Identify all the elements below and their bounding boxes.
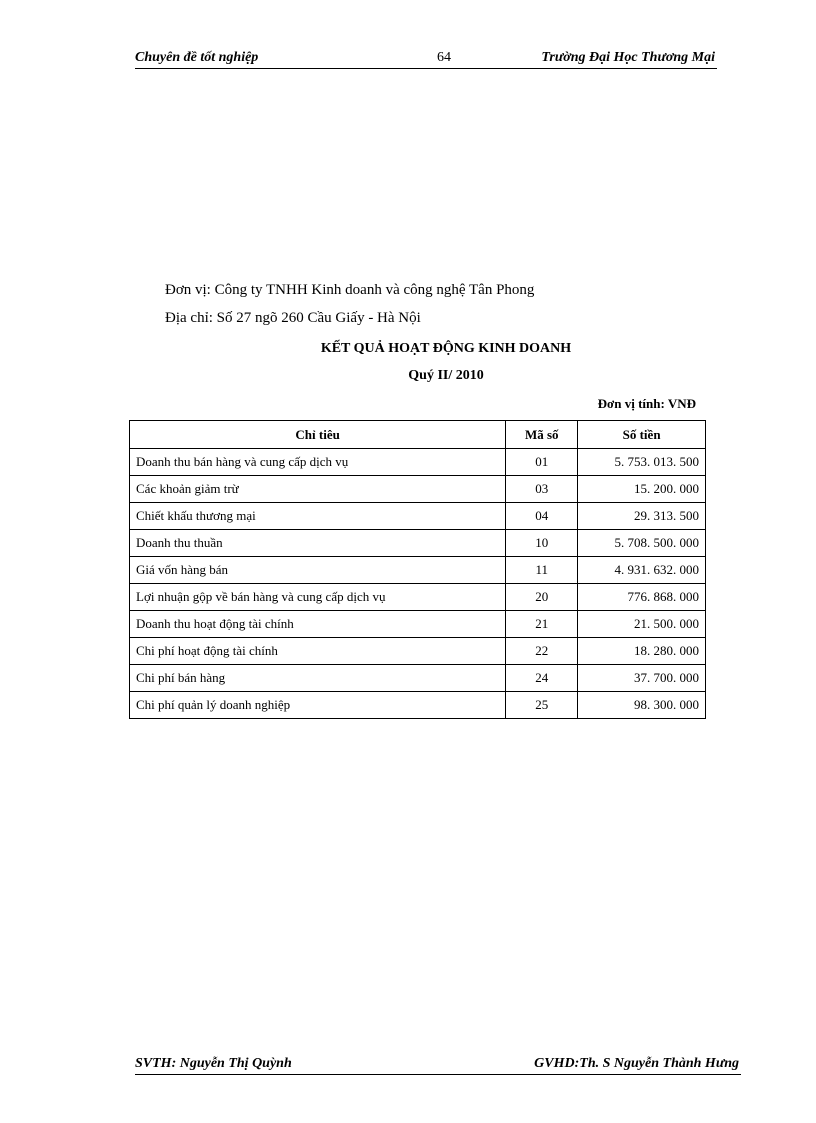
row-code: 24 <box>506 665 578 692</box>
table-row <box>130 584 706 611</box>
report-period: Quý II/ 2010 <box>408 368 484 383</box>
table-row <box>130 665 706 692</box>
table-row <box>130 557 706 584</box>
row-code: 22 <box>506 638 578 665</box>
row-amount: 29. 313. 500 <box>578 503 706 530</box>
table-row <box>130 530 706 557</box>
report-title: KẾT QUẢ HOẠT ĐỘNG KINH DOANH <box>320 341 572 356</box>
column-header-indicator: Chỉ tiêu <box>130 421 506 449</box>
row-code: 25 <box>506 692 578 719</box>
row-amount: 21. 500. 000 <box>578 611 706 638</box>
row-code: 11 <box>506 557 578 584</box>
row-code: 20 <box>506 584 578 611</box>
row-amount: 98. 300. 000 <box>578 692 706 719</box>
row-indicator: Doanh thu hoạt động tài chính <box>130 611 506 638</box>
table-header-row <box>130 421 706 449</box>
footer-supervisor: GVHD:Th. S Nguyễn Thành Hưng <box>534 1056 739 1071</box>
company-address-line: Địa chỉ: Số 27 ngõ 260 Cầu Giấy - Hà Nội <box>165 310 421 326</box>
row-indicator: Các khoản giảm trừ <box>130 476 506 503</box>
table-row <box>130 503 706 530</box>
row-code: 04 <box>506 503 578 530</box>
row-indicator: Doanh thu bán hàng và cung cấp dịch vụ <box>130 449 506 476</box>
row-indicator: Chi phí hoạt động tài chính <box>130 638 506 665</box>
row-amount: 776. 868. 000 <box>578 584 706 611</box>
page-footer <box>135 1056 741 1075</box>
table-row <box>130 692 706 719</box>
column-header-amount: Số tiền <box>578 421 706 449</box>
row-indicator: Chi phí bán hàng <box>130 665 506 692</box>
row-amount: 4. 931. 632. 000 <box>578 557 706 584</box>
header-thesis-label: Chuyên đề tốt nghiệp <box>135 50 259 65</box>
row-amount: 5. 708. 500. 000 <box>578 530 706 557</box>
business-results-table <box>129 420 706 719</box>
row-indicator: Chiết khấu thương mại <box>130 503 506 530</box>
page-number: 64 <box>437 50 451 65</box>
row-indicator: Lợi nhuận gộp về bán hàng và cung cấp dịch vụ <box>130 584 506 611</box>
table-row <box>130 611 706 638</box>
footer-student: SVTH: Nguyễn Thị Quỳnh <box>135 1056 292 1071</box>
column-header-code: Mã số <box>506 421 578 449</box>
table-row <box>130 449 706 476</box>
row-code: 10 <box>506 530 578 557</box>
row-code: 03 <box>506 476 578 503</box>
table-row <box>130 638 706 665</box>
row-indicator: Chi phí quản lý doanh nghiệp <box>130 692 506 719</box>
company-unit-line: Đơn vị: Công ty TNHH Kinh doanh và công nghệ Tân Phong <box>165 282 535 298</box>
currency-unit: Đơn vị tính: VNĐ <box>597 396 696 411</box>
page-header <box>135 50 717 69</box>
table-row <box>130 476 706 503</box>
header-university: Trường Đại Học Thương Mại <box>541 50 715 65</box>
row-amount: 5. 753. 013. 500 <box>578 449 706 476</box>
row-code: 01 <box>506 449 578 476</box>
row-code: 21 <box>506 611 578 638</box>
row-amount: 37. 700. 000 <box>578 665 706 692</box>
row-amount: 15. 200. 000 <box>578 476 706 503</box>
row-indicator: Giá vốn hàng bán <box>130 557 506 584</box>
row-amount: 18. 280. 000 <box>578 638 706 665</box>
row-indicator: Doanh thu thuần <box>130 530 506 557</box>
